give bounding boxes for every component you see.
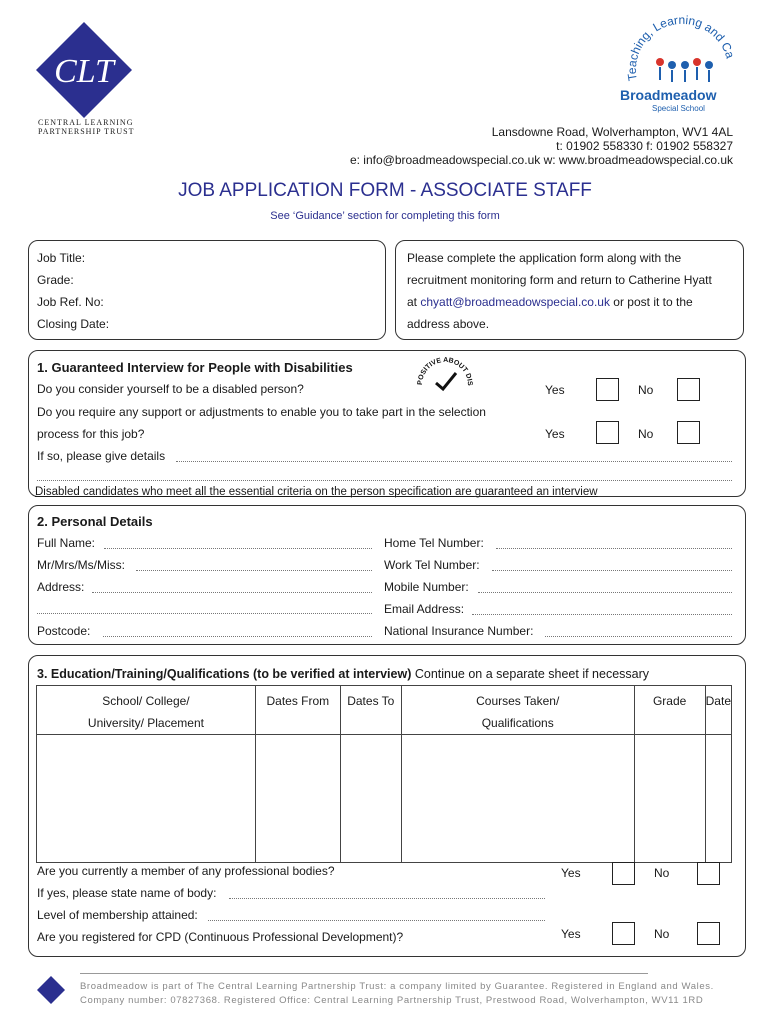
postcode-field[interactable] xyxy=(103,636,372,637)
cell-school[interactable] xyxy=(37,735,256,863)
col-courses-line2: Qualifications xyxy=(481,716,554,730)
title-label: Mr/Mrs/Ms/Miss: xyxy=(37,558,125,572)
q1-yes-checkbox[interactable] xyxy=(596,378,619,401)
cpd-question: Are you registered for CPD (Continuous Professional Development)? xyxy=(37,930,404,944)
instructions-line1: Please complete the application form along with the xyxy=(407,251,682,265)
grade-label: Grade: xyxy=(37,273,74,287)
home-tel-field[interactable] xyxy=(496,548,732,549)
title-field[interactable] xyxy=(136,570,372,571)
membership-level-field[interactable] xyxy=(208,920,545,921)
footer-divider xyxy=(80,973,648,974)
job-ref-label: Job Ref. No: xyxy=(37,295,104,309)
footer-line1: Broadmeadow is part of The Central Learning Partnership Trust: a company limited by Guarantee. Registered in England and Wales. xyxy=(80,981,714,992)
postcode-label: Postcode: xyxy=(37,624,91,638)
home-tel-label: Home Tel Number: xyxy=(384,536,484,550)
details-label: If so, please give details xyxy=(37,449,166,463)
school-address: Lansdowne Road, Wolverhampton, WV1 4AL xyxy=(491,125,733,139)
address-label: Address: xyxy=(37,580,85,594)
address-field[interactable] xyxy=(92,592,372,593)
support-question-line1: Do you require any support or adjustments to enable you to take part in the selection xyxy=(37,405,486,419)
instructions-line4: address above. xyxy=(407,317,490,331)
prof-no-checkbox[interactable] xyxy=(697,862,720,885)
col-school-line2: University/ Placement xyxy=(87,716,204,730)
prof-bodies-question: Are you currently a member of any professional bodies? xyxy=(37,864,335,878)
col-dates-from-label: Dates From xyxy=(266,694,330,708)
school-phone: t: 01902 558330 f: 01902 558327 xyxy=(556,139,733,153)
svg-text:POSITIVE ABOUT DISABLED PEOPLE: POSITIVE ABOUT DIS xyxy=(416,356,474,386)
q1-no-label: No xyxy=(638,383,654,397)
details-field-line2[interactable] xyxy=(37,480,732,481)
closing-date-label: Closing Date: xyxy=(37,317,110,331)
footer-line2: Company number: 07827368. Registered Office: Central Learning Partnership Trust, Prestwood Road, Wolverhampton, WV11 1RD xyxy=(80,995,704,1006)
q1-no-checkbox[interactable] xyxy=(677,378,700,401)
col-school-line1: School/ College/ xyxy=(102,694,190,708)
education-table xyxy=(36,685,732,863)
school-contact: e: info@broadmeadowspecial.co.uk w: www.broadmeadowspecial.co.uk xyxy=(349,153,733,167)
contact-email-link[interactable]: chyatt@broadmeadowspecial.co.uk xyxy=(420,295,610,309)
cell-dates-from[interactable] xyxy=(255,735,340,863)
ni-number-label: National Insurance Number: xyxy=(384,624,534,638)
email-label: Email Address: xyxy=(384,602,465,616)
cell-date[interactable] xyxy=(705,735,731,863)
q2-no-label: No xyxy=(638,427,654,441)
mobile-field[interactable] xyxy=(478,592,732,593)
full-name-label: Full Name: xyxy=(37,536,96,550)
instructions-prefix: at xyxy=(407,295,421,309)
disabled-question: Do you consider yourself to be a disabled person? xyxy=(37,382,304,396)
membership-level-label: Level of membership attained: xyxy=(37,908,198,922)
instructions-line2: recruitment monitoring form and return to Catherine Hyatt xyxy=(407,273,712,287)
col-school xyxy=(37,686,256,735)
q2-yes-checkbox[interactable] xyxy=(596,421,619,444)
cell-dates-to[interactable] xyxy=(340,735,401,863)
cpd-yes-checkbox[interactable] xyxy=(612,922,635,945)
section1-title: 1. Guaranteed Interview for People with Disabilities xyxy=(37,360,353,375)
body-name-label: If yes, please state name of body: xyxy=(37,886,217,900)
prof-yes-checkbox[interactable] xyxy=(612,862,635,885)
page-subtitle: See ‘Guidance’ section for completing this form xyxy=(270,210,500,222)
cell-grade[interactable] xyxy=(634,735,705,863)
col-dates-to-label: Dates To xyxy=(347,694,395,708)
guaranteed-interview-note: Disabled candidates who meet all the essential criteria on the person specification are guaranteed an interview xyxy=(35,486,598,498)
svg-text:CLT: CLT xyxy=(54,53,114,90)
school-name: Broadmeadow xyxy=(620,87,717,103)
col-grade-label: Grade xyxy=(652,694,687,708)
instructions-line3 xyxy=(407,295,693,309)
ni-number-field[interactable] xyxy=(545,636,732,637)
col-courses-line1: Courses Taken/ xyxy=(476,694,560,708)
cpd-no-checkbox[interactable] xyxy=(697,922,720,945)
job-title-label: Job Title: xyxy=(37,251,86,265)
cell-courses[interactable] xyxy=(401,735,634,863)
instructions-suffix: or post it to the xyxy=(609,295,693,309)
disability-badge xyxy=(416,355,474,395)
col-dates-from xyxy=(255,686,340,735)
cpd-no-label: No xyxy=(654,927,670,941)
cltp-logo xyxy=(34,20,134,120)
col-grade xyxy=(634,686,705,735)
cpd-yes-label: Yes xyxy=(561,927,581,941)
svg-text:Teaching, Learning and Caring: Teaching, Learning and Ca xyxy=(624,12,738,82)
col-courses xyxy=(401,686,634,735)
body-name-field[interactable] xyxy=(229,898,545,899)
footer-cltp-logo xyxy=(36,975,66,1005)
work-tel-field[interactable] xyxy=(492,570,732,571)
section3-title-bold: 3. Education/Training/Qualifications (to be verified at interview) xyxy=(37,667,412,681)
full-name-field[interactable] xyxy=(104,548,372,549)
cltp-name-line1: CENTRAL LEARNING xyxy=(38,118,134,127)
work-tel-label: Work Tel Number: xyxy=(384,558,480,572)
address-field-line2[interactable] xyxy=(37,613,372,614)
section2-title: 2. Personal Details xyxy=(37,514,153,529)
prof-yes-label: Yes xyxy=(561,866,581,880)
q2-no-checkbox[interactable] xyxy=(677,421,700,444)
q1-yes-label: Yes xyxy=(545,383,565,397)
prof-no-label: No xyxy=(654,866,670,880)
cltp-name-line2: PARTNERSHIP TRUST xyxy=(38,127,135,136)
section3-title-note: Continue on a separate sheet if necessary xyxy=(411,667,650,681)
mobile-label: Mobile Number: xyxy=(384,580,469,594)
email-field[interactable] xyxy=(472,614,732,615)
school-subtitle: Special School xyxy=(652,104,705,113)
col-dates-to xyxy=(340,686,401,735)
page-title: JOB APPLICATION FORM - ASSOCIATE STAFF xyxy=(178,180,592,201)
q2-yes-label: Yes xyxy=(545,427,565,441)
details-field[interactable] xyxy=(176,461,732,462)
support-question-line2: process for this job? xyxy=(37,427,145,441)
section3-title xyxy=(37,667,649,681)
col-date xyxy=(705,686,731,735)
col-date-label: Date xyxy=(705,694,731,708)
